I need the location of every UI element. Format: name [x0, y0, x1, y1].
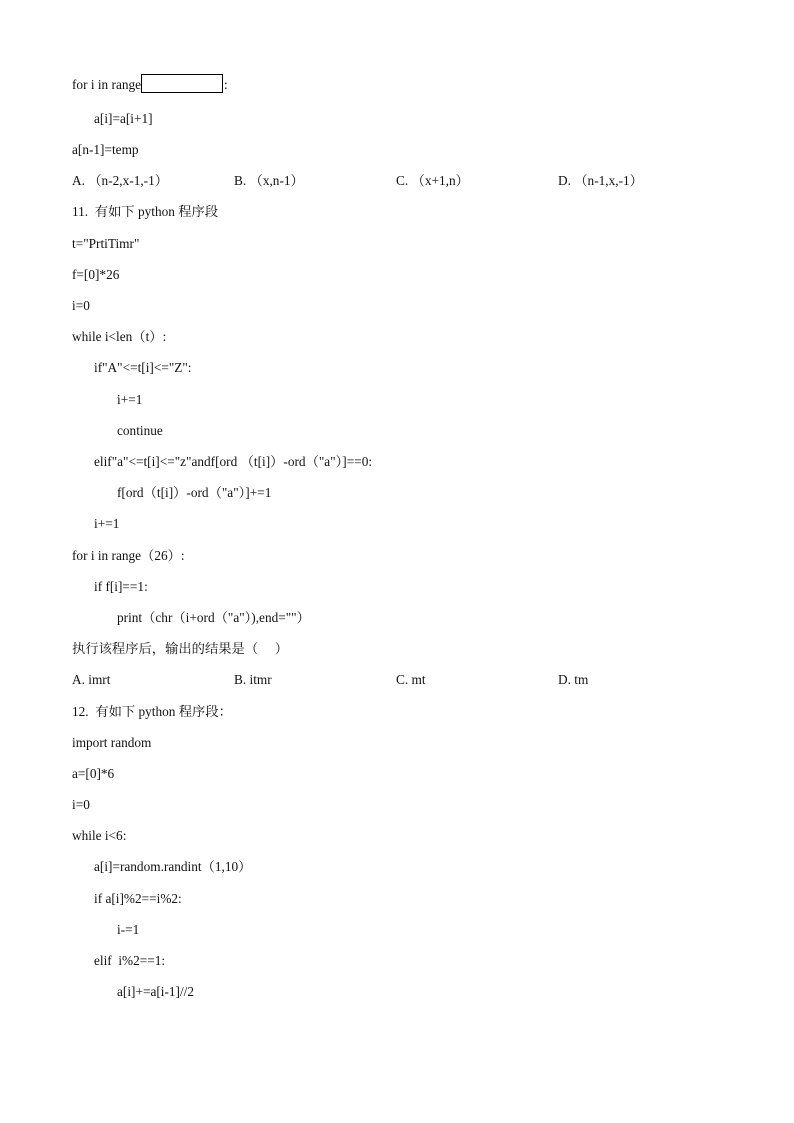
code-line: i=0	[72, 797, 90, 812]
code-line: f=[0]*26	[72, 267, 120, 282]
code-line: a[i]=a[i+1]	[94, 111, 153, 126]
code-line: a[i]+=a[i-1]//2	[117, 984, 195, 999]
option-letter: A.	[72, 672, 85, 687]
option-letter: B.	[234, 672, 247, 687]
option-a[interactable]	[72, 173, 168, 189]
code-line: if f[i]==1:	[94, 579, 148, 594]
code-line: f[ord（t[i]）-ord（"a"）]+=1	[117, 485, 272, 500]
for-range-prefix: for i in range	[72, 77, 142, 92]
code-line: if"A"<=t[i]<="Z":	[94, 360, 192, 375]
code-line: import random	[72, 735, 152, 750]
option-c[interactable]	[396, 672, 426, 688]
code-line: continue	[117, 423, 163, 438]
option-a[interactable]	[72, 672, 110, 688]
code-line: elif"a"<=t[i]<="z"andf[ord （t[i]）-ord（"a"）]==0:	[94, 454, 373, 469]
option-text: （n-2,x-1,-1）	[88, 173, 169, 188]
code-line: while i<len（t）:	[72, 329, 167, 344]
question-11-heading: 11. 有如下 python 程序段	[72, 204, 219, 219]
code-line: i=0	[72, 298, 90, 313]
option-text: tm	[574, 672, 589, 687]
option-letter: A.	[72, 173, 85, 188]
option-text: （x,n-1）	[249, 173, 304, 188]
for-range-suffix: :	[224, 77, 228, 92]
question-12-heading: 12. 有如下 python 程序段：	[72, 704, 232, 719]
option-text: imrt	[88, 672, 111, 687]
option-d[interactable]	[558, 173, 643, 189]
question-11-prompt: 执行该程序后，输出的结果是（ ）	[72, 641, 289, 656]
code-line: t="PrtiTimr"	[72, 236, 140, 251]
code-line: i-=1	[117, 922, 140, 937]
option-c[interactable]	[396, 173, 469, 189]
code-line: for i in range（26）:	[72, 548, 185, 563]
option-letter: D.	[558, 672, 571, 687]
answer-blank-box[interactable]	[141, 74, 223, 93]
code-line: print（chr（i+ord（"a"）),end=""）	[117, 610, 310, 625]
code-line: elif i%2==1:	[94, 953, 166, 968]
code-line: a[n-1]=temp	[72, 142, 139, 157]
option-letter: D.	[558, 173, 571, 188]
code-line: a[i]=random.randint（1,10）	[94, 859, 252, 874]
option-letter: C.	[396, 173, 409, 188]
option-letter: B.	[234, 173, 247, 188]
option-d[interactable]	[558, 672, 588, 688]
code-line: a=[0]*6	[72, 766, 115, 781]
for-range-line	[72, 74, 228, 93]
code-line: while i<6:	[72, 828, 127, 843]
option-letter: C.	[396, 672, 409, 687]
option-b[interactable]	[234, 672, 272, 688]
code-line: i+=1	[117, 392, 143, 407]
option-text: itmr	[249, 672, 272, 687]
code-line: i+=1	[94, 516, 120, 531]
option-text: （x+1,n）	[411, 173, 469, 188]
code-line: if a[i]%2==i%2:	[94, 891, 182, 906]
option-b[interactable]	[234, 173, 304, 189]
option-text: mt	[411, 672, 426, 687]
option-text: （n-1,x,-1）	[574, 173, 643, 188]
